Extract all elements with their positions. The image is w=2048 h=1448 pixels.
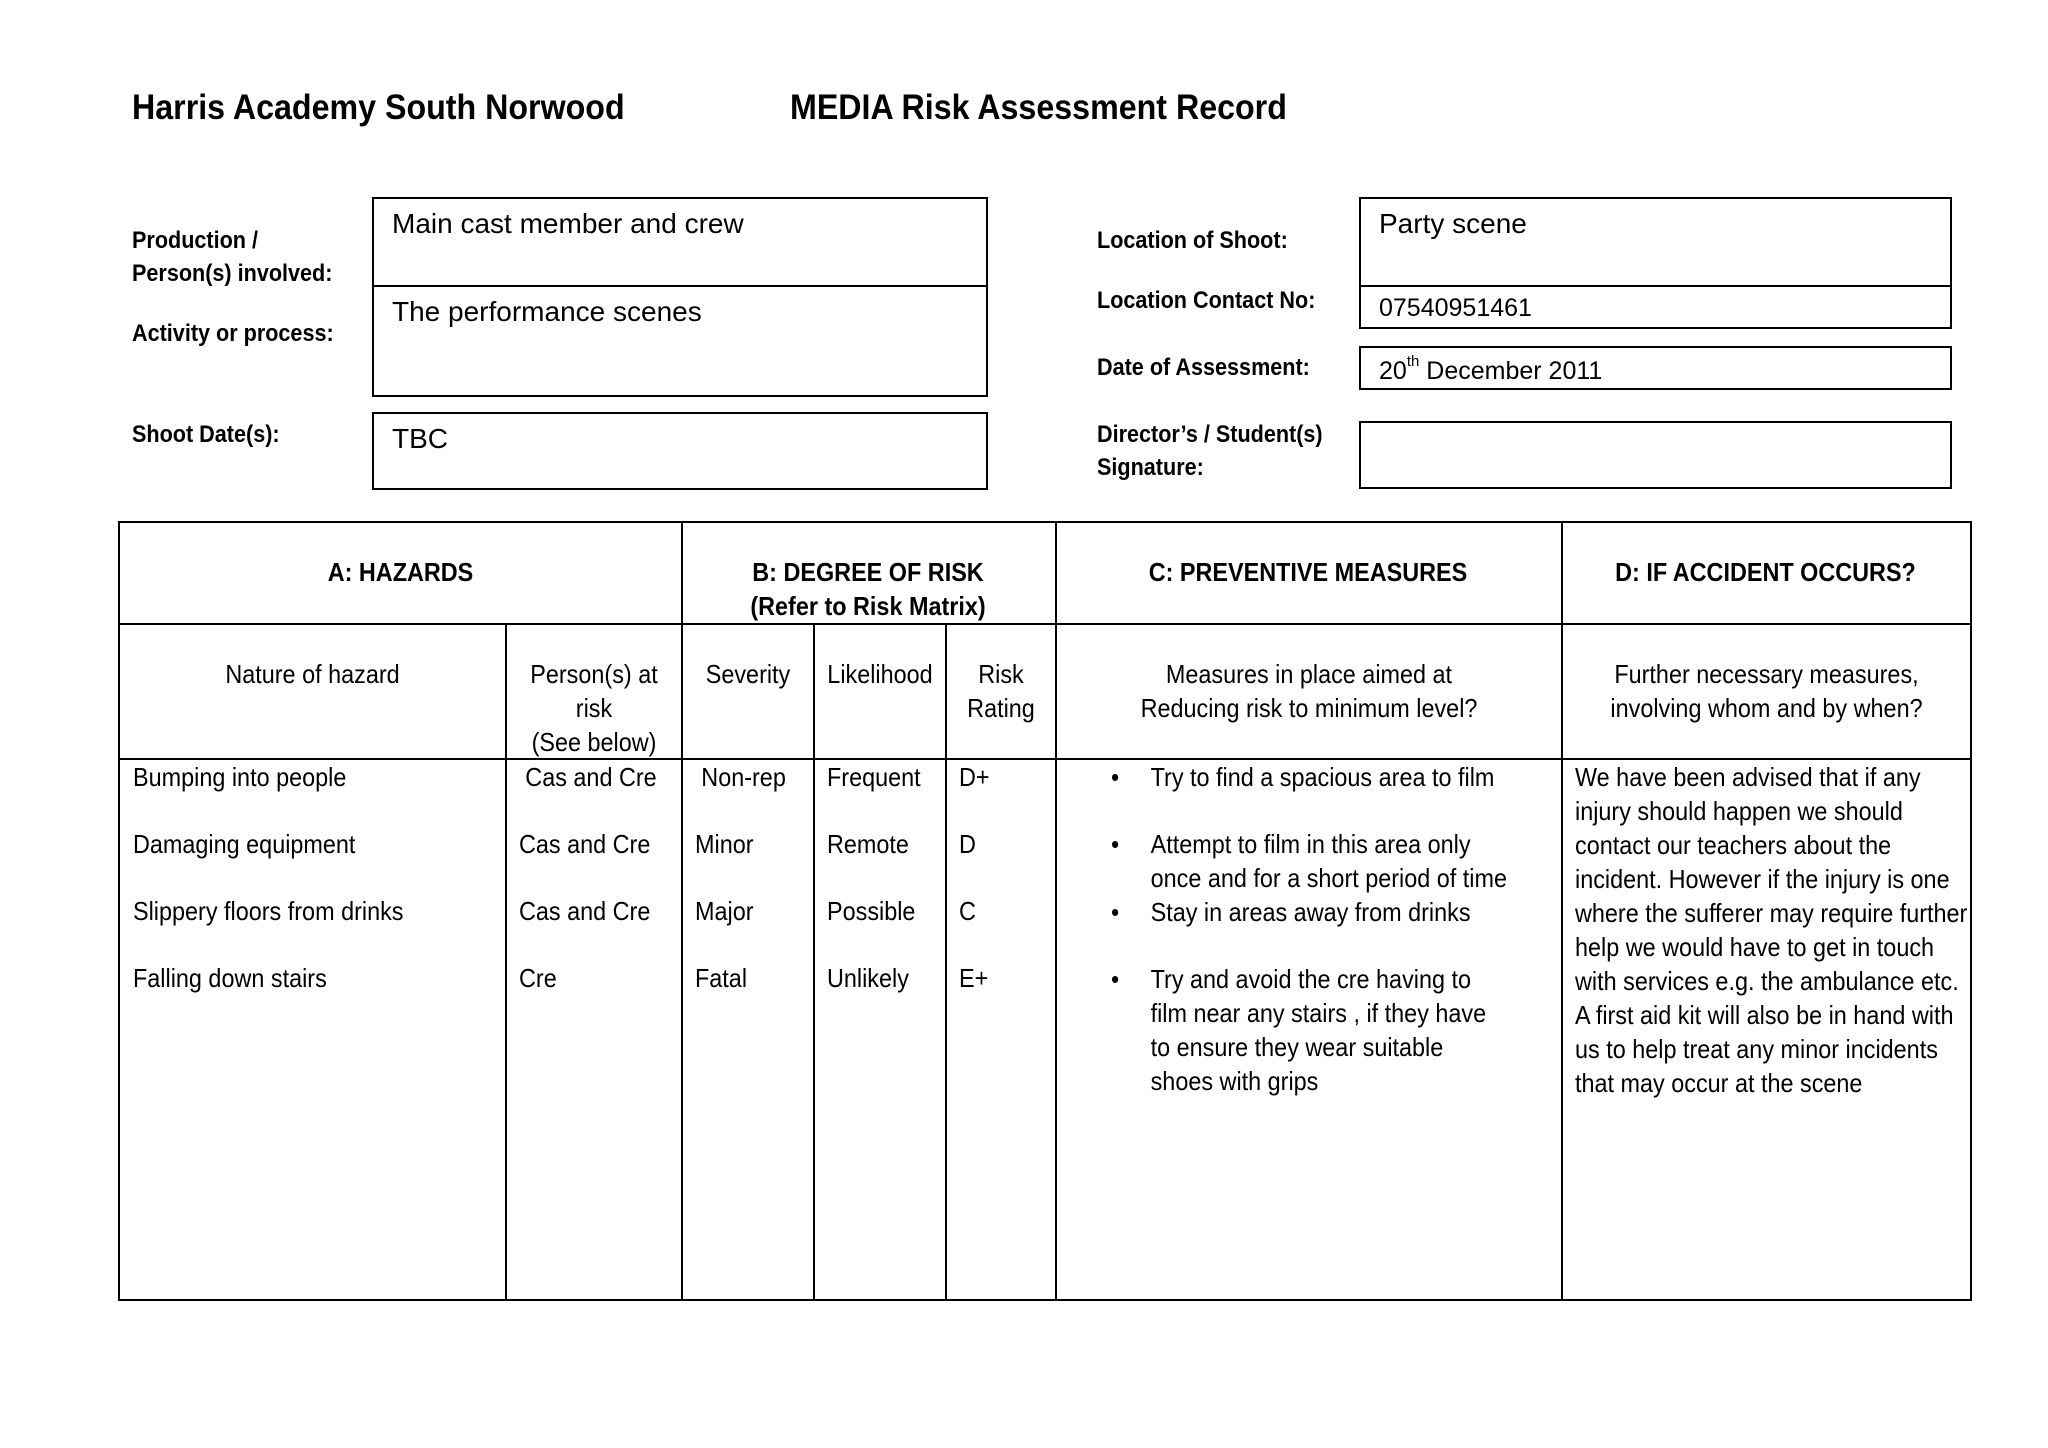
col-divider-b-c xyxy=(1055,523,1057,1299)
date-label: Date of Assessment: xyxy=(1097,354,1310,381)
location-field[interactable]: Party scene xyxy=(1379,208,1527,239)
table-row: D xyxy=(959,829,976,859)
signature-box xyxy=(1359,421,1952,489)
col-divider-likelihood-rating xyxy=(945,623,947,1299)
table-row: Cre xyxy=(519,963,557,993)
rating-column xyxy=(959,760,990,1028)
list-item: • Stay in areas away from drinks xyxy=(1111,897,1471,927)
risk-table xyxy=(118,521,1972,1301)
table-row: Damaging equipment xyxy=(133,829,356,859)
shoot-date-box xyxy=(372,412,988,490)
table-row: Non-rep xyxy=(701,762,786,792)
contact-field[interactable]: 07540951461 xyxy=(1379,294,1532,322)
signature-label: Director’s / Student(s) Signature: xyxy=(1097,421,1323,481)
table-row: Cas and Cre xyxy=(519,829,651,859)
table-row: Remote xyxy=(827,829,909,859)
nature-column xyxy=(133,760,403,1028)
production-label: Production / Person(s) involved: xyxy=(132,227,333,287)
accident-response-text: We have been advised that if any injury should happen we should contact our teachers about the incident. However if the injury is one where the sufferer may require further help we would have to get in touch with services e.g. the ambulance etc. A first aid kit will also be in hand with us to help treat any minor incidents that may occur at the scene xyxy=(1575,762,1968,1098)
header-if-accident-occurs: D: IF ACCIDENT OCCURS? xyxy=(1615,557,1916,587)
shoot-date-label: Shoot Date(s): xyxy=(132,421,280,448)
subheader-severity: Severity xyxy=(705,659,791,689)
header-preventive-measures: C: PREVENTIVE MEASURES xyxy=(1148,557,1468,587)
list-item: • Try and avoid the cre having to film near any stairs , if they have to ensure they wear suitable shoes with grips xyxy=(1111,964,1487,1096)
bullet-icon: • xyxy=(1111,897,1120,927)
location-contact-box xyxy=(1359,197,1952,329)
table-row: Slippery floors from drinks xyxy=(133,896,404,926)
table-row: Frequent xyxy=(827,762,921,792)
subheader-measures: Measures in place aimed at Reducing risk to minimum level? xyxy=(1140,659,1478,723)
bullet-icon: • xyxy=(1111,964,1120,994)
subheader-risk-rating: Risk Rating xyxy=(967,659,1035,723)
table-row: Cas and Cre xyxy=(519,896,651,926)
table-row: Cas and Cre xyxy=(525,762,657,792)
bullet-icon: • xyxy=(1111,762,1120,792)
table-row: Possible xyxy=(827,896,916,926)
subheader-likelihood: Likelihood xyxy=(827,659,933,689)
date-box xyxy=(1359,346,1952,390)
table-row: Fatal xyxy=(695,963,748,993)
persons-column xyxy=(519,760,657,1028)
subheader-persons-at-risk: Person(s) at risk (See below) xyxy=(530,659,658,757)
header-hazards: A: HAZARDS xyxy=(327,557,474,587)
table-row: Unlikely xyxy=(827,963,909,993)
table-row: Falling down stairs xyxy=(133,963,327,993)
subheader-nature-of-hazard: Nature of hazard xyxy=(225,659,400,689)
shoot-date-field[interactable]: TBC xyxy=(392,423,448,454)
preventive-measures-list xyxy=(1111,760,1512,1098)
header-divider xyxy=(120,623,1970,625)
subheader-further-measures: Further necessary measures, involving whom and by when? xyxy=(1610,659,1923,723)
table-row: D+ xyxy=(959,762,990,792)
col-divider-a-b xyxy=(681,523,683,1299)
col-divider-c-d xyxy=(1561,523,1563,1299)
school-name: Harris Academy South Norwood xyxy=(132,88,625,127)
table-row: Major xyxy=(695,896,754,926)
production-field[interactable]: Main cast member and crew xyxy=(392,208,744,239)
location-label: Location of Shoot: xyxy=(1097,227,1288,254)
col-divider-severity-likelihood xyxy=(813,623,815,1299)
table-row: Bumping into people xyxy=(133,762,347,792)
table-row: C xyxy=(959,896,976,926)
severity-column xyxy=(695,760,786,1028)
list-item: • Try to find a spacious area to film xyxy=(1111,762,1495,792)
bullet-icon: • xyxy=(1111,829,1120,859)
contact-label: Location Contact No: xyxy=(1097,287,1316,314)
activity-label: Activity or process: xyxy=(132,320,334,347)
list-item: • Attempt to film in this area only once and for a short period of time xyxy=(1111,829,1508,893)
date-field[interactable]: 20th December 2011 xyxy=(1379,353,1603,385)
signature-field[interactable] xyxy=(1361,423,1950,431)
activity-field[interactable]: The performance scenes xyxy=(392,296,702,327)
header-degree-of-risk: B: DEGREE OF RISK (Refer to Risk Matrix) xyxy=(750,557,986,621)
table-row: Minor xyxy=(695,829,754,859)
production-activity-box xyxy=(372,197,988,397)
table-row: E+ xyxy=(959,963,989,993)
col-divider-nature-persons xyxy=(505,623,507,1299)
record-title: MEDIA Risk Assessment Record xyxy=(790,88,1287,127)
likelihood-column xyxy=(827,760,921,1028)
